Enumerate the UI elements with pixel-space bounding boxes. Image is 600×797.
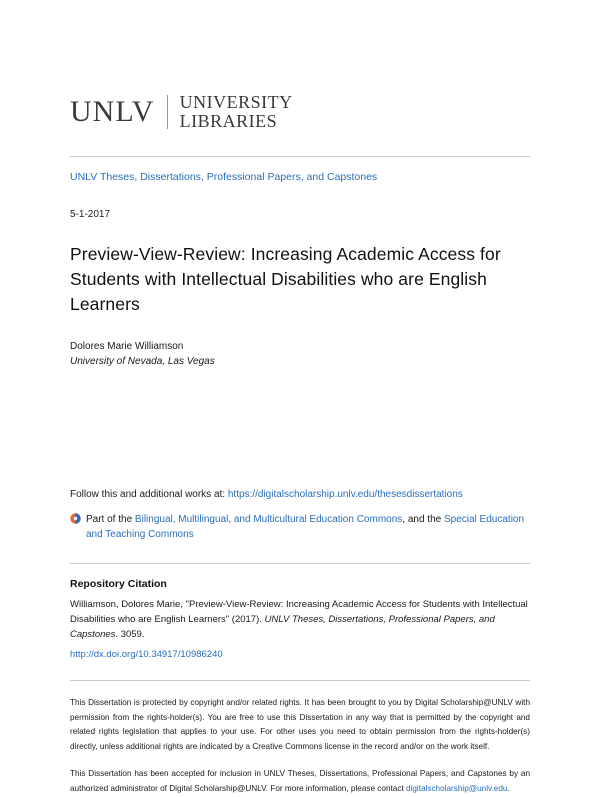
logo-wordmark	[180, 93, 293, 130]
contact-email-link[interactable]: digitalscholarship@unlv.edu	[405, 784, 508, 793]
doi-link[interactable]: http://dx.doi.org/10.34917/10986240	[70, 648, 223, 660]
unlv-libraries-logo	[70, 92, 530, 132]
follow-prefix: Follow this and additional works at:	[70, 488, 228, 500]
citation-text-before: Williamson, Dolores Marie, "Preview-View-Review: Increasing Academic Access for Students with Intellectual Disabilities who are English Learners" (2017).	[70, 598, 528, 625]
digital-commons-badge-icon	[70, 513, 81, 524]
author-name: Dolores Marie Williamson	[70, 340, 184, 352]
logo-line-libraries: LIBRARIES	[179, 111, 278, 131]
publication-date: 5-1-2017	[70, 209, 111, 220]
legal-paragraph-rights: This Dissertation is protected by copyright and/or related rights. It has been brought to you by Digital Scholarship@UNLV with permission from the rights-holder(s). You are free to use this Dissertation in any way that is permitted by the copyright and related rights legislation that applies to your use. For other uses you need to obtain permission from the rights-holder(s) directly, unless additional rights are indicated by a Creative Commons license in the record and/or on the work itself.	[70, 698, 530, 751]
citation-series-italic: UNLV Theses, Dissertations, Professional Papers, and Capstones	[70, 613, 495, 641]
series-link[interactable]: UNLV Theses, Dissertations, Professional Papers, and Capstones	[70, 171, 378, 183]
commons-link-special-education[interactable]: Special Education and Teaching Commons	[86, 513, 525, 541]
collection-url-link[interactable]: https://digitalscholarship.unlv.edu/thesesdissertations	[227, 488, 463, 500]
acceptance-text-before: This Dissertation has been accepted for inclusion in UNLV Theses, Dissertations, Professional Papers, and Capstones by an authorized administrator of Digital Scholarship@UNLV. For more information, please contact	[70, 769, 530, 793]
repository-citation-text	[70, 597, 530, 663]
legal-paragraph-acceptance	[70, 767, 530, 796]
part-of-prefix: Part of the	[86, 513, 135, 525]
logo-divider	[167, 95, 168, 129]
document-title: Preview-View-Review: Increasing Academic Access for Students with Intellectual Disabilities who are English Learners	[70, 244, 501, 314]
citation-text-after: . 3059.	[115, 629, 145, 641]
acceptance-text-after: .	[507, 784, 510, 793]
author-affiliation: University of Nevada, Las Vegas	[70, 355, 215, 367]
follow-works-line	[70, 487, 530, 502]
part-of-middle: , and the	[402, 513, 444, 525]
divider-bottom	[70, 680, 530, 681]
part-of-commons-line	[70, 512, 530, 543]
document-content	[70, 0, 530, 797]
divider-middle	[70, 563, 530, 564]
divider-top	[70, 156, 530, 157]
unlv-acronym: UNLV	[70, 95, 155, 128]
repository-citation-heading: Repository Citation	[70, 577, 167, 590]
commons-link-bilingual[interactable]: Bilingual, Multilingual, and Multicultural Education Commons	[134, 513, 403, 525]
logo-line-university: UNIVERSITY	[179, 92, 293, 113]
